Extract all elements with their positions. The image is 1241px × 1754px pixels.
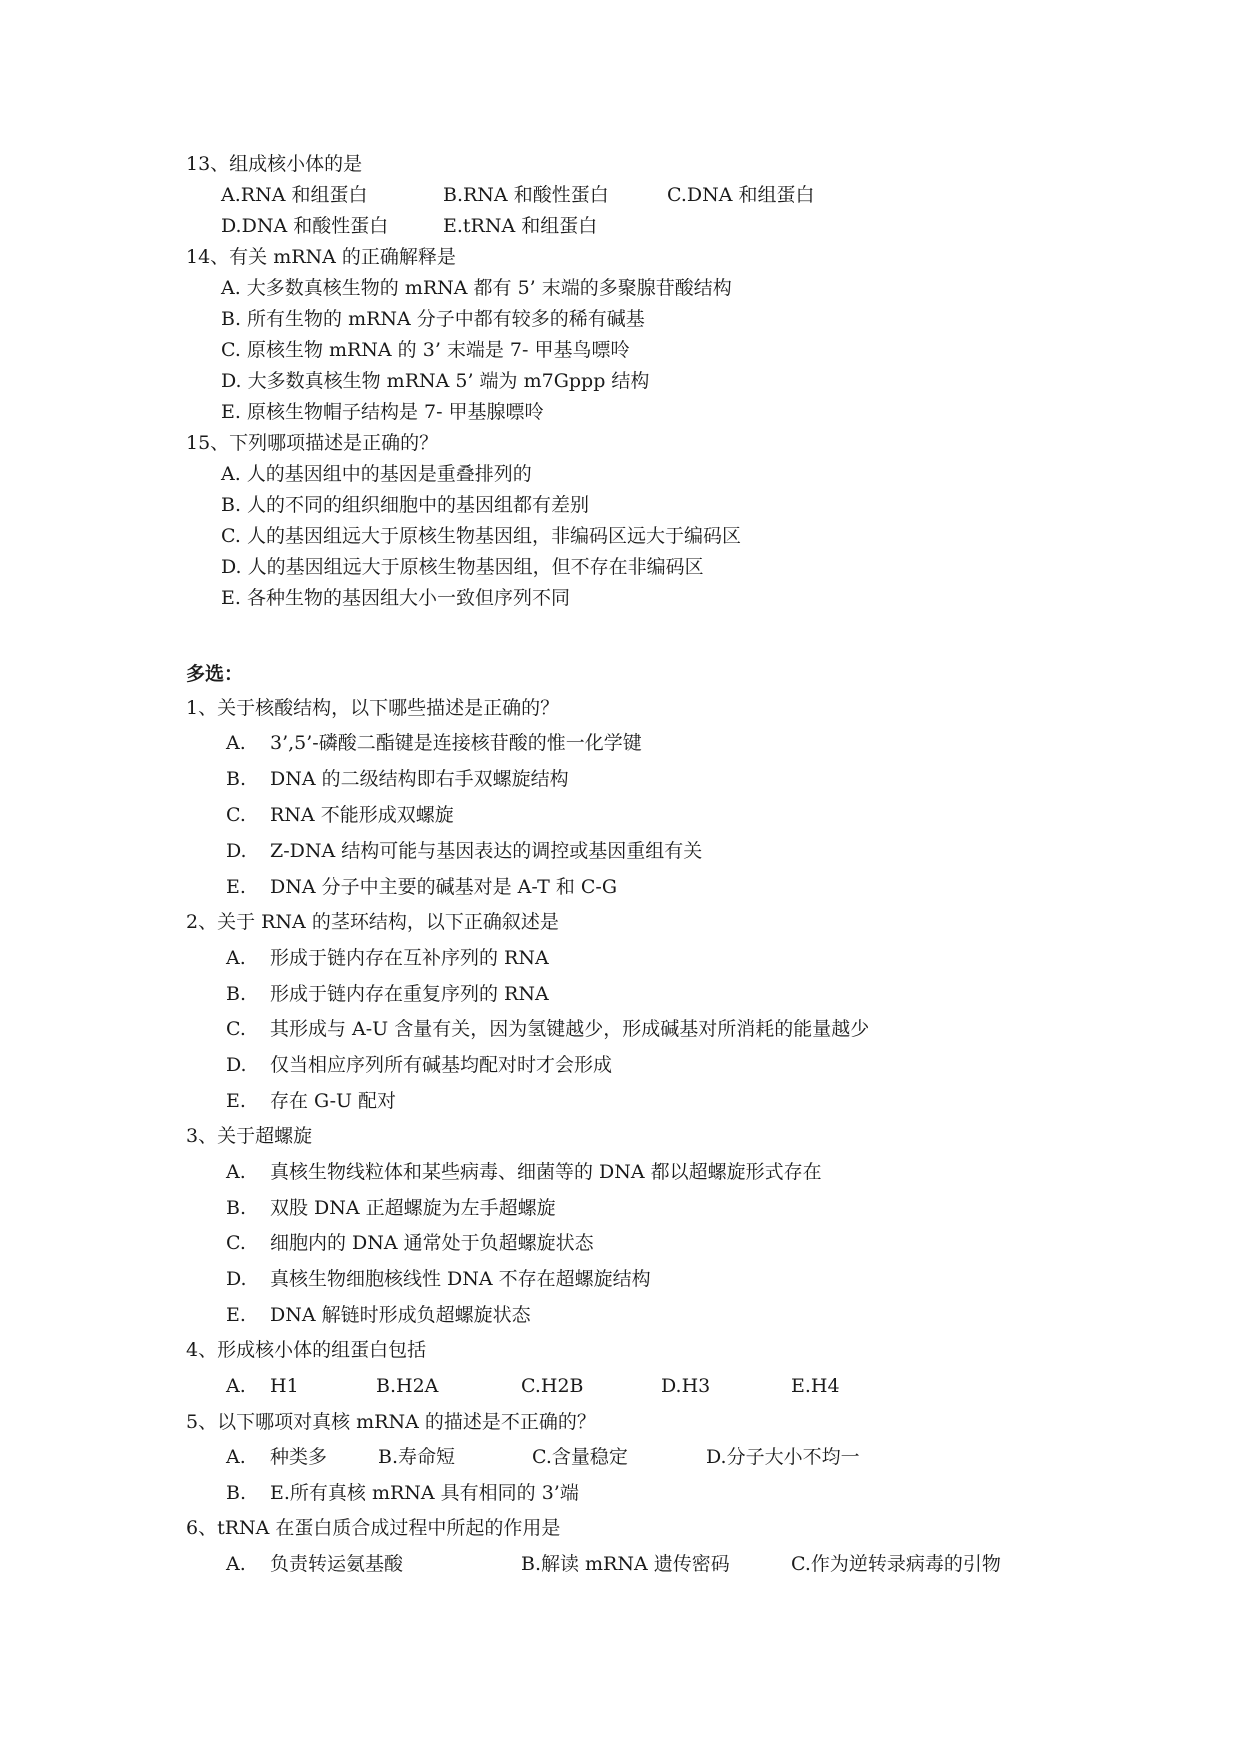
question-14-stem: 14、有关 mRNA 的正确解释是 xyxy=(186,246,456,268)
multi-question-4-option-c: C.H2B xyxy=(521,1375,584,1397)
multi-question-4-stem: 4、形成核小体的组蛋白包括 xyxy=(186,1339,427,1361)
question-13-option-b: B.RNA 和酸性蛋白 xyxy=(443,184,609,206)
multi-question-5-option-c: C.含量稳定 xyxy=(532,1446,628,1468)
question-15-option-e: E. 各种生物的基因组大小一致但序列不同 xyxy=(221,587,570,609)
multi-question-5-option-b: B.寿命短 xyxy=(378,1446,456,1468)
question-15-option-c: C. 人的基因组远大于原核生物基因组，非编码区远大于编码区 xyxy=(221,525,741,547)
question-13-option-c: C.DNA 和组蛋白 xyxy=(667,184,815,206)
multi-question-5-option-a-text: 种类多 xyxy=(270,1446,328,1468)
multi-question-6-option-b: B.解读 mRNA 遗传密码 xyxy=(521,1553,730,1575)
multi-question-5-stem: 5、以下哪项对真核 mRNA 的描述是不正确的？ xyxy=(186,1411,596,1433)
question-14-option-a: A. 大多数真核生物的 mRNA 都有 5’ 末端的多聚腺苷酸结构 xyxy=(221,277,732,299)
multi-question-6-option-c: C.作为逆转录病毒的引物 xyxy=(791,1553,1001,1575)
multi-question-5-option-d: D.分子大小不均一 xyxy=(706,1446,860,1468)
multi-question-2-stem: 2、关于 RNA 的茎环结构，以下正确叙述是 xyxy=(186,911,559,933)
question-13-stem: 13、组成核小体的是 xyxy=(186,153,363,175)
question-15-option-a: A. 人的基因组中的基因是重叠排列的 xyxy=(221,463,532,485)
multi-question-6-option-a-letter: A. xyxy=(226,1553,246,1575)
question-13-option-e: E.tRNA 和组蛋白 xyxy=(443,215,598,237)
question-13-option-a: A.RNA 和组蛋白 xyxy=(221,184,368,206)
question-13-option-d: D.DNA 和酸性蛋白 xyxy=(221,215,389,237)
multi-question-1-stem: 1、关于核酸结构，以下哪些描述是正确的？ xyxy=(186,697,560,719)
multi-question-4-option-e: E.H4 xyxy=(791,1375,840,1397)
document-page: 13、组成核小体的是 A.RNA 和组蛋白 B.RNA 和酸性蛋白 C.DNA 和组蛋白 D.DNA 和酸性蛋白 E.tRNA 和组蛋白 14、有关 mRNA 的正确解释是 A. 大多数真核生物的 mRNA 都有 5’ 末端的多聚腺苷酸结构 B. 所有生物的 mRNA 分子中都有较多的稀有碱基 C. 原核生物 mRNA 的 3’ 末端是 7- 甲基鸟嘌呤 D. 大多数真核生物 mRNA 5’ 端为 m7Gppp 结构 E. 原核生物帽子结构是 7- 甲基腺嘌呤 15、下列哪项描述是正确的？ A. 人的基因组中的基因是重叠排列的 B. 人的不同的组织细胞中的基因组都有差别 C. 人的基因组远大于原核生物基因组，非编码区远大于编码区 D. 人的基因组远大于原核生物基因组，但不存在非编码区 E. 各种生物的基因组大小一致但序列不同 多选： 1、关于核酸结构，以下哪些描述是正确的？ A. 3’,5’-磷酸二酯键是连接核苷酸的惟一化学键 B. DNA 的二级结构即右手双螺旋结构 C. RNA 不能形成双螺旋 D. Z-DNA 结构可能与基因表达的调控或基因重组有关 E. DNA 分子中主要的碱基对是 A-T 和 C-G 2、关于 RNA 的茎环结构，以下正确叙述是 A. 形成于链内存在互补序列的 RNA B. 形成于链内存在重复序列的 RNA C. 其形成与 A-U 含量有关，因为氢键越少，形成碱基对所消耗的能量越少 D. 仅当相应序列所有碱基均配对时才会形成 E. 存在 G-U 配对 3、关于超螺旋 A. 真核生物线粒体和某些病毒、细菌等的 DNA 都以超螺旋形式存在 B. 双股 DNA 正超螺旋为左手超螺旋 C. 细胞内的 DNA 通常处于负超螺旋状态 D. 真核生物细胞核线性 DNA 不存在超螺旋结构 E. DNA 解链时形成负超螺旋状态 4、形成核小体的组蛋白包括 A. H1 B.H2A C.H2B D.H3 E.H4 5、以下哪项对真核 mRNA 的描述是不正确的？ A. 种类多 B.寿命短 C.含量稳定 D.分子大小不均一 B. E.所有真核 mRNA 具有相同的 3’端 6、tRNA 在蛋白质合成过程中所起的作用是 A. 负责转运氨基酸 B.解读 mRNA 遗传密码 C.作为逆转录病毒的引物 xyxy=(186,153,1001,1575)
question-15-option-d: D. 人的基因组远大于原核生物基因组，但不存在非编码区 xyxy=(221,556,704,578)
question-14-option-b: B. 所有生物的 mRNA 分子中都有较多的稀有碱基 xyxy=(221,308,645,330)
question-15-option-b: B. 人的不同的组织细胞中的基因组都有差别 xyxy=(221,494,590,516)
question-14-option-d: D. 大多数真核生物 mRNA 5’ 端为 m7Gppp 结构 xyxy=(221,370,650,392)
multi-question-6-stem: 6、tRNA 在蛋白质合成过程中所起的作用是 xyxy=(186,1517,561,1539)
question-14-option-c: C. 原核生物 mRNA 的 3’ 末端是 7- 甲基鸟嘌呤 xyxy=(221,339,630,361)
multi-question-4-option-b: B.H2A xyxy=(376,1375,439,1397)
multi-question-5-row2-letter: B. xyxy=(226,1482,247,1504)
multi-question-5-option-a-letter: A. xyxy=(226,1446,246,1468)
question-15-stem: 15、下列哪项描述是正确的？ xyxy=(186,432,439,454)
multi-question-5-option-e: E.所有真核 mRNA 具有相同的 3’端 xyxy=(270,1482,579,1504)
multi-question-4-option-d: D.H3 xyxy=(661,1375,711,1397)
multi-question-6-option-a-text: 负责转运氨基酸 xyxy=(270,1553,404,1575)
multi-question-3-stem: 3、关于超螺旋 xyxy=(186,1125,313,1147)
multi-choice-heading: 多选： xyxy=(186,663,244,685)
question-14-option-e: E. 原核生物帽子结构是 7- 甲基腺嘌呤 xyxy=(221,401,544,423)
multi-question-4-option-a-letter: A. xyxy=(226,1375,246,1397)
multi-question-4-option-a-text: H1 xyxy=(270,1375,299,1397)
